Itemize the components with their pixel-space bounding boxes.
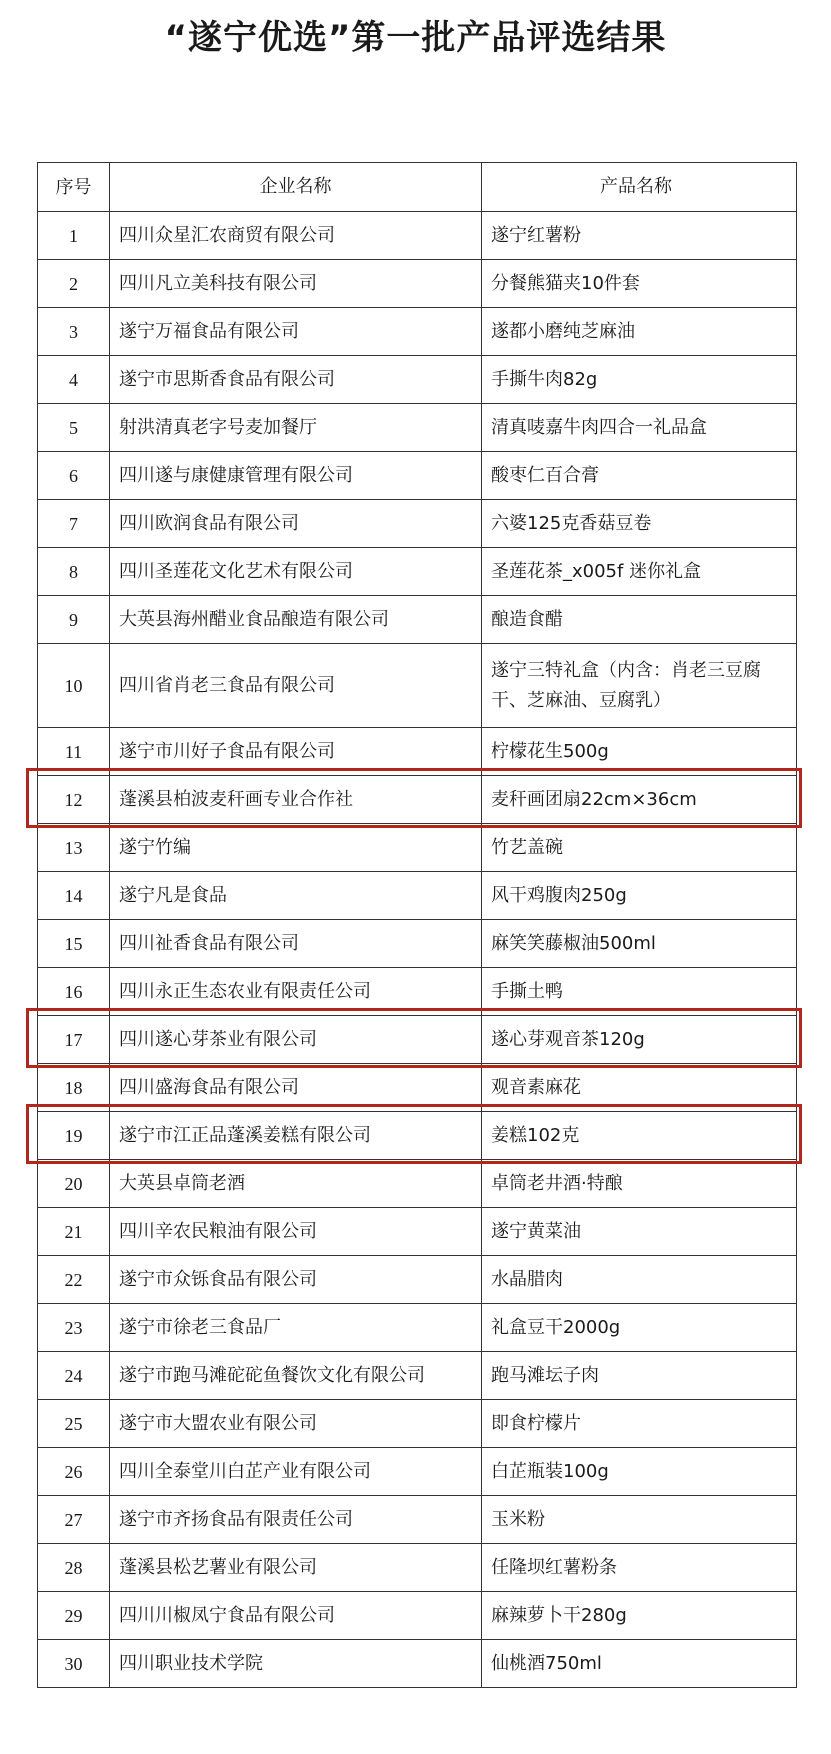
company-name: 遂宁凡是食品 bbox=[110, 872, 482, 919]
row-number: 30 bbox=[38, 1640, 110, 1687]
row-number: 27 bbox=[38, 1496, 110, 1543]
header-no: 序号 bbox=[38, 163, 110, 211]
company-name: 四川祉香食品有限公司 bbox=[110, 920, 482, 967]
row-number: 22 bbox=[38, 1256, 110, 1303]
table-row bbox=[38, 1207, 796, 1255]
company-name: 遂宁市跑马滩砣砣鱼餐饮文化有限公司 bbox=[110, 1352, 482, 1399]
product-name: 风干鸡腹肉250g bbox=[491, 884, 627, 906]
row-number: 13 bbox=[38, 824, 110, 871]
product-name: 柠檬花生500g bbox=[491, 740, 609, 762]
product-name: 遂宁红薯粉 bbox=[491, 224, 581, 246]
header-product: 产品名称 bbox=[600, 176, 672, 197]
company-name: 四川全泰堂川白芷产业有限公司 bbox=[110, 1448, 482, 1495]
row-number: 10 bbox=[38, 644, 110, 727]
row-number: 21 bbox=[38, 1208, 110, 1255]
table-row bbox=[38, 1543, 796, 1591]
row-number: 19 bbox=[38, 1112, 110, 1159]
company-name: 大英县卓筒老酒 bbox=[110, 1160, 482, 1207]
table-row bbox=[38, 451, 796, 499]
table-row bbox=[38, 1447, 796, 1495]
company-name: 四川辛农民粮油有限公司 bbox=[110, 1208, 482, 1255]
company-name: 四川欧润食品有限公司 bbox=[110, 500, 482, 547]
company-name: 大英县海州醋业食品酿造有限公司 bbox=[110, 596, 482, 643]
product-name: 白芷瓶装100g bbox=[491, 1460, 609, 1482]
table-row bbox=[38, 643, 796, 727]
company-name: 遂宁万福食品有限公司 bbox=[110, 308, 482, 355]
table-row bbox=[38, 1159, 796, 1207]
company-name: 遂宁竹编 bbox=[110, 824, 482, 871]
product-name: 姜糕102克 bbox=[491, 1124, 580, 1146]
table-row bbox=[38, 499, 796, 547]
row-number: 15 bbox=[38, 920, 110, 967]
company-name: 四川遂心芽茶业有限公司 bbox=[110, 1016, 482, 1063]
product-name: 手撕土鸭 bbox=[491, 980, 563, 1002]
table-row bbox=[38, 1495, 796, 1543]
table-row bbox=[38, 259, 796, 307]
table-row bbox=[38, 775, 796, 823]
company-name: 遂宁市众铄食品有限公司 bbox=[110, 1256, 482, 1303]
table-row bbox=[38, 1639, 796, 1687]
product-name: 礼盒豆干2000g bbox=[491, 1316, 621, 1338]
product-name: 仙桃酒750ml bbox=[491, 1652, 602, 1674]
product-name: 任隆坝红薯粉条 bbox=[491, 1556, 617, 1578]
table-row bbox=[38, 871, 796, 919]
row-number: 29 bbox=[38, 1592, 110, 1639]
company-name: 遂宁市大盟农业有限公司 bbox=[110, 1400, 482, 1447]
row-number: 8 bbox=[38, 548, 110, 595]
table-row bbox=[38, 727, 796, 775]
row-number: 9 bbox=[38, 596, 110, 643]
company-name: 遂宁市川好子食品有限公司 bbox=[110, 728, 482, 775]
table-row bbox=[38, 1399, 796, 1447]
row-number: 26 bbox=[38, 1448, 110, 1495]
product-name: 卓筒老井酒·特酿 bbox=[491, 1172, 623, 1194]
company-name: 遂宁市齐扬食品有限责任公司 bbox=[110, 1496, 482, 1543]
table-row bbox=[38, 1111, 796, 1159]
product-name: 麦秆画团扇22cm×36cm bbox=[491, 788, 697, 810]
row-number: 7 bbox=[38, 500, 110, 547]
company-name: 四川盛海食品有限公司 bbox=[110, 1064, 482, 1111]
product-name: 竹艺盖碗 bbox=[491, 836, 563, 858]
company-name: 四川凡立美科技有限公司 bbox=[110, 260, 482, 307]
table-row bbox=[38, 1351, 796, 1399]
company-name: 四川永正生态农业有限责任公司 bbox=[110, 968, 482, 1015]
product-name: 跑马滩坛子肉 bbox=[491, 1364, 599, 1386]
product-name: 遂宁黄菜油 bbox=[491, 1220, 581, 1242]
company-name: 射洪清真老字号麦加餐厅 bbox=[110, 404, 482, 451]
table-header-row bbox=[38, 163, 796, 211]
table-row bbox=[38, 1591, 796, 1639]
table-row bbox=[38, 307, 796, 355]
table-row bbox=[38, 823, 796, 871]
company-name: 四川川椒凤宁食品有限公司 bbox=[110, 1592, 482, 1639]
table-row bbox=[38, 1255, 796, 1303]
company-name: 遂宁市徐老三食品厂 bbox=[110, 1304, 482, 1351]
row-number: 18 bbox=[38, 1064, 110, 1111]
table-row bbox=[38, 211, 796, 259]
page-title: “遂宁优选”第一批产品评选结果 bbox=[164, 18, 667, 58]
product-name: 遂心芽观音茶120g bbox=[491, 1028, 645, 1050]
company-name: 四川众星汇农商贸有限公司 bbox=[110, 212, 482, 259]
row-number: 12 bbox=[38, 776, 110, 823]
product-name: 水晶腊肉 bbox=[491, 1268, 563, 1290]
row-number: 25 bbox=[38, 1400, 110, 1447]
product-name: 手撕牛肉82g bbox=[491, 368, 598, 390]
row-number: 5 bbox=[38, 404, 110, 451]
table-row bbox=[38, 595, 796, 643]
product-name: 清真唛嘉牛肉四合一礼品盒 bbox=[491, 416, 707, 438]
product-name: 麻辣萝卜干280g bbox=[491, 1604, 627, 1626]
product-name: 分餐熊猫夹10件套 bbox=[491, 272, 640, 294]
table-row bbox=[38, 1303, 796, 1351]
row-number: 3 bbox=[38, 308, 110, 355]
row-number: 20 bbox=[38, 1160, 110, 1207]
row-number: 4 bbox=[38, 356, 110, 403]
product-name: 圣莲花茶_x005f 迷你礼盒 bbox=[491, 560, 702, 582]
company-name: 蓬溪县柏波麦秆画专业合作社 bbox=[110, 776, 482, 823]
row-number: 11 bbox=[38, 728, 110, 775]
table-row bbox=[38, 547, 796, 595]
row-number: 24 bbox=[38, 1352, 110, 1399]
product-name: 即食柠檬片 bbox=[491, 1412, 581, 1434]
row-number: 14 bbox=[38, 872, 110, 919]
product-name: 麻笑笑藤椒油500ml bbox=[491, 932, 656, 954]
header-company: 企业名称 bbox=[110, 163, 482, 211]
company-name: 遂宁市思斯香食品有限公司 bbox=[110, 356, 482, 403]
row-number: 17 bbox=[38, 1016, 110, 1063]
row-number: 16 bbox=[38, 968, 110, 1015]
company-name: 四川圣莲花文化艺术有限公司 bbox=[110, 548, 482, 595]
row-number: 2 bbox=[38, 260, 110, 307]
product-name: 遂宁三特礼盒（内含：肖老三豆腐干、芝麻油、豆腐乳） bbox=[491, 659, 761, 711]
row-number: 28 bbox=[38, 1544, 110, 1591]
table-row bbox=[38, 403, 796, 451]
table-row bbox=[38, 1063, 796, 1111]
product-name: 玉米粉 bbox=[491, 1508, 545, 1530]
company-name: 四川省肖老三食品有限公司 bbox=[110, 644, 482, 727]
table-row bbox=[38, 967, 796, 1015]
company-name: 四川遂与康健康管理有限公司 bbox=[110, 452, 482, 499]
product-name: 酸枣仁百合膏 bbox=[491, 464, 599, 486]
row-number: 1 bbox=[38, 212, 110, 259]
company-name: 遂宁市江正品蓬溪姜糕有限公司 bbox=[110, 1112, 482, 1159]
table-row bbox=[38, 919, 796, 967]
row-number: 23 bbox=[38, 1304, 110, 1351]
company-name: 四川职业技术学院 bbox=[110, 1640, 482, 1687]
company-name: 蓬溪县松艺薯业有限公司 bbox=[110, 1544, 482, 1591]
table-row bbox=[38, 355, 796, 403]
row-number: 6 bbox=[38, 452, 110, 499]
product-name: 六婆125克香菇豆卷 bbox=[491, 512, 652, 534]
results-table bbox=[37, 162, 797, 1688]
table-row bbox=[38, 1015, 796, 1063]
product-name: 酿造食醋 bbox=[491, 608, 563, 630]
product-name: 观音素麻花 bbox=[491, 1076, 581, 1098]
product-name: 遂都小磨纯芝麻油 bbox=[491, 320, 635, 342]
